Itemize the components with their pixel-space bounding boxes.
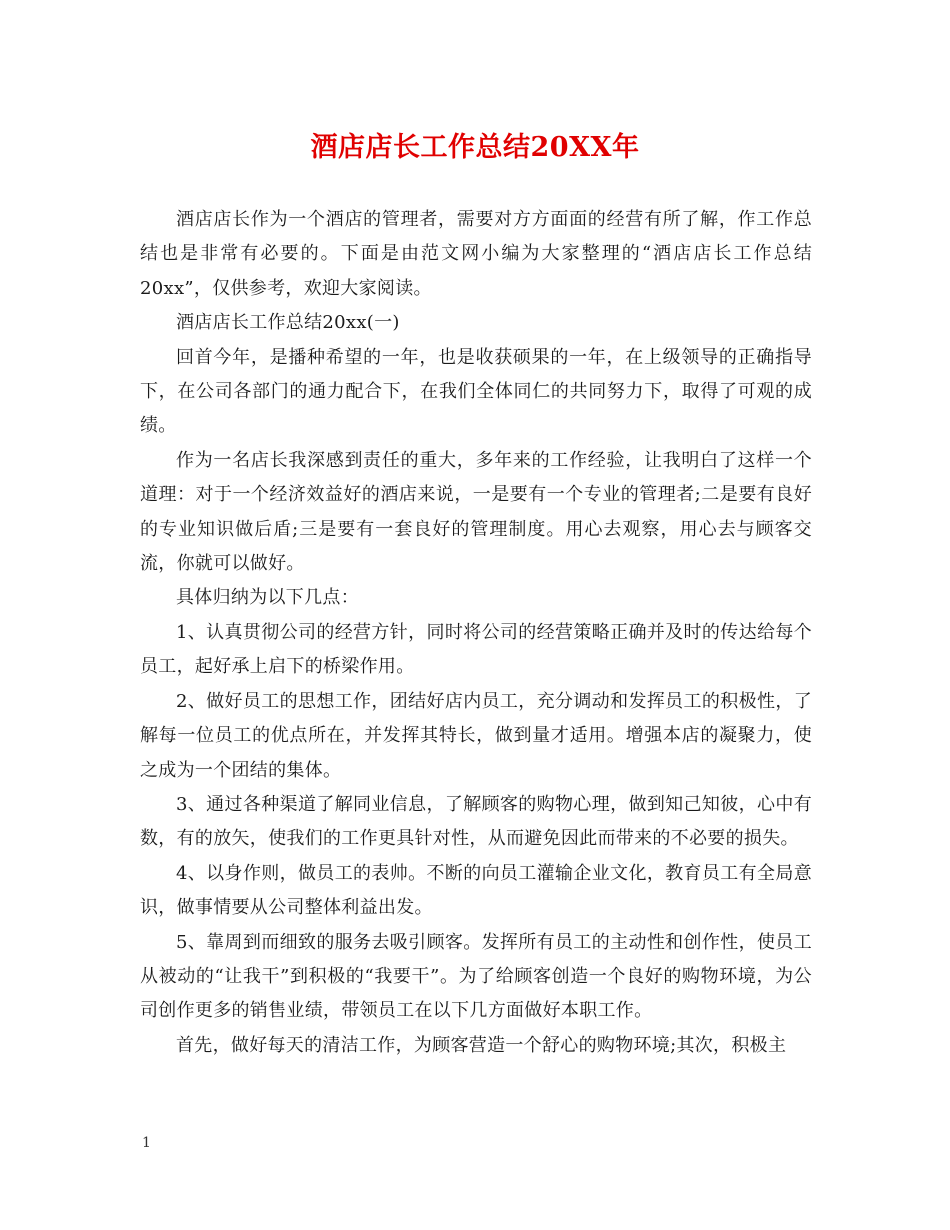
paragraph: 回首今年，是播种希望的一年，也是收获硕果的一年，在上级领导的正确指导下，在公司各部门的通力配合下，在我们全体同仁的共同努力下，取得了可观的成绩。	[140, 346, 812, 437]
list-item: 3、通过各种渠道了解同业信息，了解顾客的购物心理，做到知己知彼，心中有数，有的放矢，使我们的工作更具针对性，从而避免因此而带来的不必要的损失。	[140, 793, 812, 850]
list-item: 1、认真贯彻公司的经营方针，同时将公司的经营策略正确并及时的传达给每个员工，起好承上启下的桥梁作用。	[140, 621, 812, 678]
list-item: 5、靠周到而细致的服务去吸引顾客。发挥所有员工的主动性和创作性，使员工从被动的“让我干”到积极的“我要干”。为了给顾客创造一个良好的购物环境，为公司创作更多的销售业绩，带领员工在以下几方面做好本职工作。	[140, 931, 812, 1022]
list-item: 2、做好员工的思想工作，团结好店内员工，充分调动和发挥员工的积极性，了解每一位员工的优点所在，并发挥其特长，做到量才适用。增强本店的凝聚力，使之成为一个团结的集体。	[140, 690, 812, 781]
paragraph-intro: 酒店店长作为一个酒店的管理者，需要对方方面面的经营有所了解，作工作总结也是非常有必要的。下面是由范文网小编为大家整理的“酒店店长工作总结20xx”，仅供参考，欢迎大家阅读。	[140, 209, 812, 299]
paragraph: 作为一名店长我深感到责任的重大，多年来的工作经验，让我明白了这样一个道理：对于一个经济效益好的酒店来说，一是要有一个专业的管理者;二是要有良好的专业知识做后盾;三是要有一套良好的管理制度。用心去观察，用心去与顾客交流，你就可以做好。	[140, 449, 812, 575]
page-number: 1	[142, 1135, 151, 1151]
paragraph: 具体归纳为以下几点：	[176, 587, 359, 609]
document-title: 酒店店长工作总结20XX年	[310, 132, 640, 163]
paragraph: 首先，做好每天的清洁工作，为顾客营造一个舒心的购物环境;其次，积极主	[176, 1034, 787, 1056]
section-heading: 酒店店长工作总结20xx(一)	[176, 312, 400, 334]
list-item: 4、以身作则，做员工的表帅。不断的向员工灌输企业文化，教育员工有全局意识，做事情要从公司整体利益出发。	[140, 862, 812, 919]
document-body	[140, 203, 812, 1063]
